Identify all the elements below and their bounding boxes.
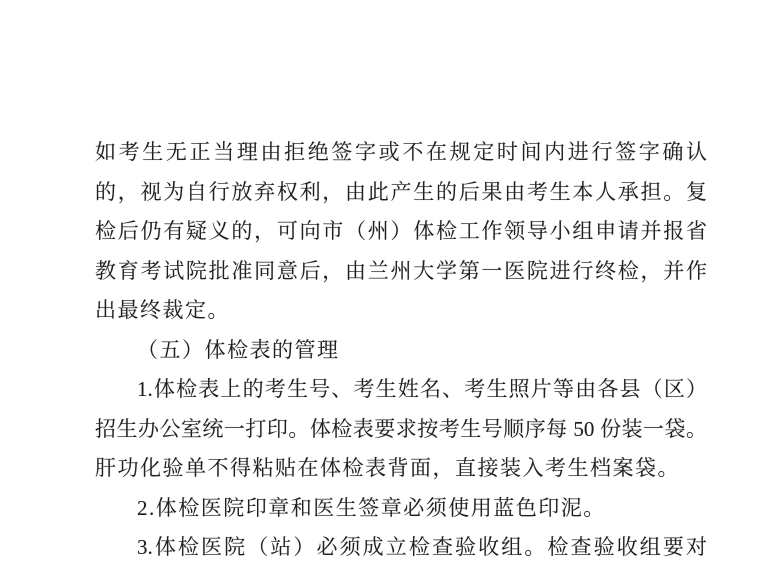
text-line: 检后仍有疑义的，可向市（州）体检工作领导小组申请并报省 <box>95 219 707 243</box>
text-line: 肝功化验单不得粘贴在体检表背面，直接装入考生档案袋。 <box>95 456 680 480</box>
text-line: 1.体检表上的考生号、考生姓名、考生照片等由各县（区） <box>137 377 707 401</box>
text-line: 如考生无正当理由拒绝签字或不在规定时间内进行签字确认 <box>95 140 707 164</box>
text-line: 2.体检医院印章和医生签章必须使用蓝色印泥。 <box>137 495 606 520</box>
document-text-block <box>95 133 707 568</box>
text-line: （五）体检表的管理 <box>137 337 340 362</box>
text-line: 招生办公室统一打印。体检表要求按考生号顺序每 50 份装一袋。 <box>95 416 707 441</box>
text-line: 教育考试院批准同意后，由兰州大学第一医院进行终检，并作 <box>95 258 707 283</box>
text-line: 3.体检医院（站）必须成立检查验收组。检查验收组要对 <box>137 535 707 559</box>
text-line: 出最终裁定。 <box>95 298 230 322</box>
text-line: 的，视为自行放弃权利，由此产生的后果由考生本人承担。复 <box>95 179 707 204</box>
